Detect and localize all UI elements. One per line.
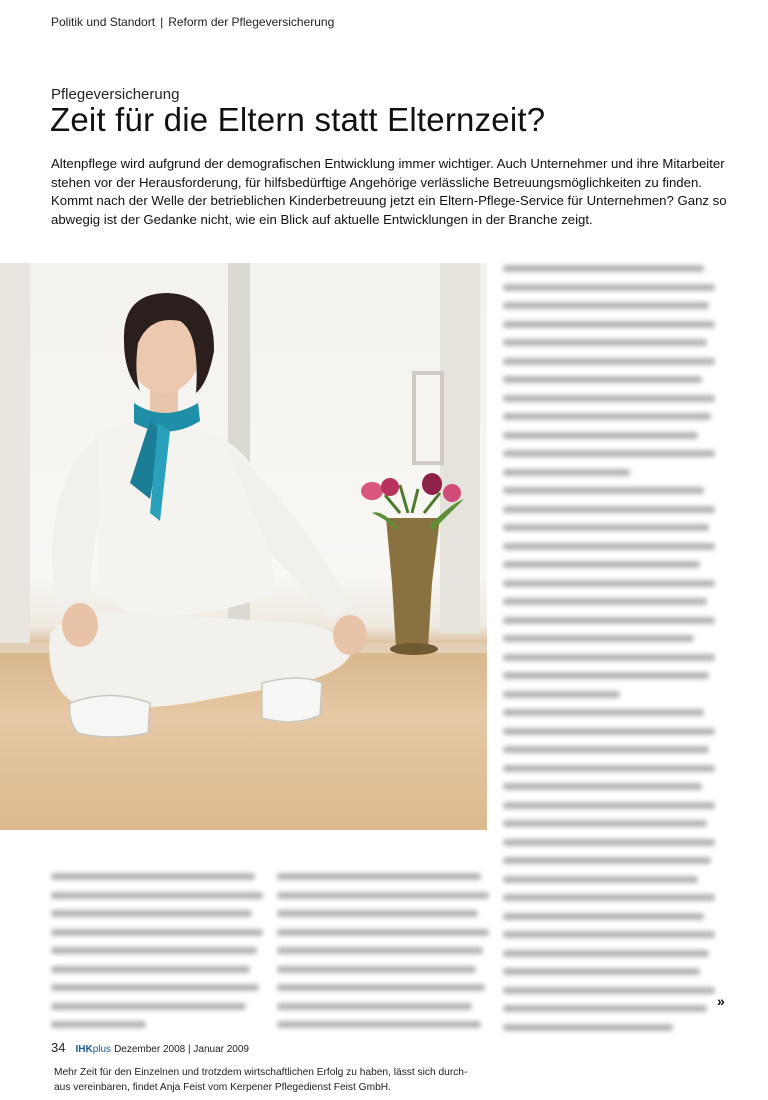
magazine-brand-ihk: IHK xyxy=(75,1044,93,1055)
article-headline: Zeit für die Eltern statt Elternzeit? xyxy=(50,101,546,138)
photo-caption: Mehr Zeit für den Einzelnen und trotzdem wirtschaftlichen Erfolg zu haben, lässt sich durch-aus vereinbaren, findet Anja Feist vom Kerpener Pflegedienst Feist GmbH. xyxy=(54,1067,468,1093)
footer-separator: | xyxy=(188,1044,191,1055)
header-section: Politik und Standort xyxy=(51,15,156,29)
header-separator: | xyxy=(160,15,164,29)
blurred-body-column-left xyxy=(51,873,263,1040)
photo-caption-box xyxy=(43,1058,480,1100)
article-kicker: Pflegeversicherung xyxy=(51,86,180,103)
issue-month-2: Januar 2009 xyxy=(193,1044,249,1055)
article-lead: Altenpflege wird aufgrund der demografischen Entwicklung immer wichtiger. Auch Unternehmer und ihre Mitarbeiter stehen vor der Herausforderung, für hilfsbedürftige Angehörige verlässliche Betreuungsmöglichkeiten zu finden. Kommt nach der Welle der betrieblichen Kinderbetreuung jetzt ein Eltern-Pflege-Service für Unternehmen? Ganz so abwegig ist der Gedanke nicht, wie ein Blick auf aktuelle Entwicklungen in der Branche zeigt. xyxy=(51,156,727,227)
page-number: 34 xyxy=(51,1040,66,1055)
header-topic: Reform der Pflegeversicherung xyxy=(168,15,335,29)
blurred-body-column-right xyxy=(503,265,715,1042)
continue-marker: » xyxy=(717,993,725,1009)
blurred-body-column-middle xyxy=(277,873,489,1040)
page-footer xyxy=(51,1040,249,1055)
issue-month: Dezember 2008 xyxy=(114,1044,186,1055)
magazine-brand-plus: plus xyxy=(92,1044,112,1055)
running-header xyxy=(51,15,334,29)
photo-illustration xyxy=(0,263,487,830)
